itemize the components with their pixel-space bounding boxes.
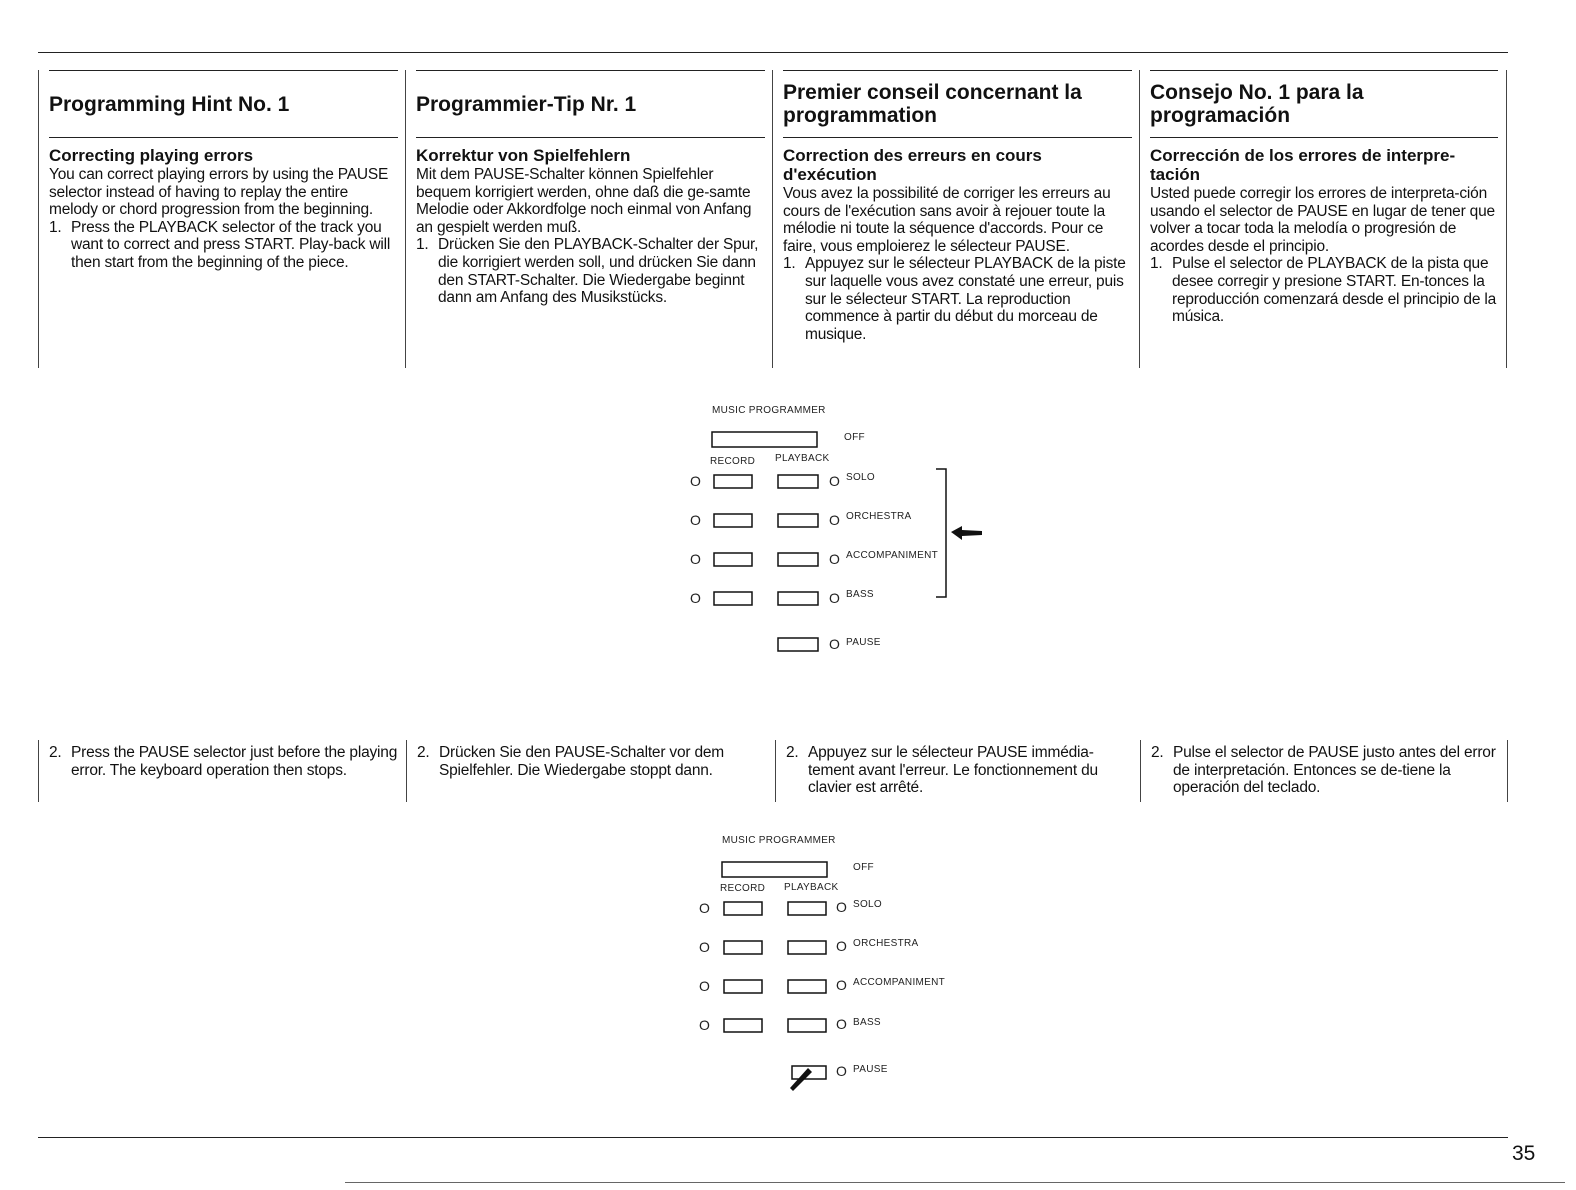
record-lamp: O — [690, 590, 702, 606]
step-2-spanish — [1140, 740, 1508, 802]
step-number: 1. — [49, 218, 62, 236]
column-subtitle: Corrección de los errores de interpre-tación — [1150, 146, 1456, 184]
off-switch — [722, 862, 827, 877]
step-number: 2. — [1151, 744, 1164, 761]
step-number: 2. — [49, 744, 62, 761]
playback-lamp: O — [836, 977, 848, 993]
step-2-french — [775, 740, 1141, 802]
step-1 — [49, 219, 398, 272]
music-programmer-diagram-1 — [686, 402, 986, 672]
track-label-solo: SOLO — [846, 472, 875, 483]
playback-switch-orchestra — [788, 941, 826, 954]
column-french — [772, 70, 1140, 368]
step-number: 2. — [417, 744, 430, 761]
intro-text: Mit dem PAUSE-Schalter können Spielfehler bequem korrigiert werden, ohne daß die ge-samte Melodie oder Akkordfolge noch einmal von Anfang an gespielt werden muß. — [416, 166, 752, 236]
track-label-bass: BASS — [853, 1017, 881, 1028]
diagram-title: MUSIC PROGRAMMER — [722, 835, 836, 846]
playback-switch-orchestra — [778, 514, 818, 527]
playback-lamp: O — [836, 1016, 848, 1032]
column-title: Consejo No. 1 para la programación — [1150, 81, 1364, 127]
heading-box — [416, 70, 765, 138]
column-title: Programming Hint No. 1 — [49, 92, 290, 116]
step-2-german — [406, 740, 774, 802]
step-1 — [416, 236, 765, 306]
playback-switch-solo — [788, 902, 826, 915]
diagram-frame — [696, 832, 996, 1102]
music-programmer-diagram-2 — [696, 832, 996, 1102]
bracket-line — [936, 469, 946, 597]
pause-lamp: O — [829, 636, 841, 652]
pause-lamp: O — [836, 1063, 848, 1079]
track-label-orchestra: ORCHESTRA — [846, 511, 912, 522]
record-lamp: O — [690, 551, 702, 567]
step-2 — [417, 744, 766, 779]
column-spanish — [1139, 70, 1507, 368]
playback-switch-accompaniment — [778, 553, 818, 566]
column-body — [1150, 185, 1498, 326]
record-lamp: O — [699, 978, 711, 994]
playback-label: PLAYBACK — [784, 882, 839, 893]
playback-lamp: O — [836, 938, 848, 954]
playback-switch-bass — [778, 592, 818, 605]
column-subtitle: Correction des erreurs en cours d'exécution — [783, 146, 1042, 184]
step-number: 1. — [416, 236, 429, 254]
column-subtitle: Korrektur von Spielfehlern — [416, 146, 631, 165]
intro-text: You can correct playing errors by using the PAUSE selector instead of having to replay the entire melody or chord progression from the beginning. — [49, 166, 389, 219]
track-label-bass: BASS — [846, 589, 874, 600]
record-lamp: O — [690, 512, 702, 528]
track-label-solo: SOLO — [853, 899, 882, 910]
step-text: Press the PAUSE selector just before the playing error. The keyboard operation then stops. — [71, 744, 398, 779]
column-body — [783, 185, 1132, 343]
step-2 — [49, 744, 398, 779]
column-english — [38, 70, 406, 368]
step-number: 2. — [786, 744, 799, 761]
step-text: Drücken Sie den PLAYBACK-Schalter der Spur, die korrigiert werden soll, und drücken Sie dann den START-Schalter. Die Wiedergabe beginnt dann am Anfang des Musikstücks. — [438, 236, 759, 307]
column-title: Programmier-Tip Nr. 1 — [416, 92, 637, 116]
off-label: OFF — [844, 432, 865, 443]
record-switch-accompaniment — [714, 553, 752, 566]
intro-text: Usted puede corregir los errores de interpreta-ción usando el selector de PAUSE en lugar de tener que volver a tocar toda la melodía o progresión de acordes desde el principio. — [1150, 185, 1495, 255]
track-label-accompaniment: ACCOMPANIMENT — [846, 550, 939, 561]
record-lamp: O — [699, 1017, 711, 1033]
off-label: OFF — [853, 862, 874, 873]
step-text: Pulse el selector de PAUSE justo antes del error de interpretación. Entonces se de-tiene la operación del teclado. — [1173, 744, 1496, 797]
heading-box — [783, 70, 1132, 138]
off-switch — [712, 432, 817, 447]
step-1 — [783, 255, 1132, 343]
step-2 — [786, 744, 1133, 797]
record-switch-solo — [714, 475, 752, 488]
record-switch-accompaniment — [724, 980, 762, 993]
playback-lamp: O — [829, 473, 841, 489]
playback-lamp: O — [829, 551, 841, 567]
record-switch-orchestra — [724, 941, 762, 954]
top-rule — [38, 52, 1508, 53]
pause-label: PAUSE — [853, 1064, 888, 1075]
playback-switch-bass — [788, 1019, 826, 1032]
diagram-frame — [686, 402, 986, 662]
bottom-rule — [38, 1137, 1508, 1138]
track-label-accompaniment: ACCOMPANIMENT — [853, 977, 946, 988]
step-text: Appuyez sur le sélecteur PAUSE immédia-tement avant l'erreur. Le fonctionnement du clavier est arrêté. — [808, 744, 1098, 797]
step-2-english — [38, 740, 406, 802]
record-lamp: O — [690, 473, 702, 489]
diagram-title: MUSIC PROGRAMMER — [712, 405, 826, 416]
step-2 — [1151, 744, 1499, 797]
column-title: Premier conseil concernant la programmation — [783, 81, 1082, 127]
playback-lamp: O — [836, 899, 848, 915]
playback-lamp: O — [829, 590, 841, 606]
column-german — [405, 70, 773, 368]
heading-box — [49, 70, 398, 138]
playback-switch-accompaniment — [788, 980, 826, 993]
column-body — [416, 166, 765, 307]
record-switch-bass — [724, 1019, 762, 1032]
step-text: Drücken Sie den PAUSE-Schalter vor dem Spielfehler. Die Wiedergabe stoppt dann. — [439, 744, 725, 779]
record-label: RECORD — [720, 883, 766, 894]
footer-rule — [345, 1182, 1565, 1183]
playback-switch-solo — [778, 475, 818, 488]
heading-box — [1150, 70, 1498, 138]
step-text: Appuyez sur le sélecteur PLAYBACK de la piste sur laquelle vous avez constaté une erreur, puis sur le sélecteur START. La reproduction commence à partir du début du morceau de musique. — [805, 255, 1126, 343]
intro-text: Vous avez la possibilité de corriger les erreurs au cours de l'exécution sans avoir à rejouer toute la mélodie ni toute la séquence d'accords. Pour ce faire, vous emploierez le sélecteur PAUSE. — [783, 185, 1111, 255]
step-number: 1. — [1150, 255, 1163, 273]
record-lamp: O — [699, 939, 711, 955]
record-switch-bass — [714, 592, 752, 605]
record-switch-solo — [724, 902, 762, 915]
step-1 — [1150, 255, 1498, 325]
page-number: 35 — [1512, 1142, 1536, 1165]
pause-label: PAUSE — [846, 637, 881, 648]
step-text: Pulse el selector de PLAYBACK de la pista que desee corregir y presione START. En-tonces la reproducción comenzará desde el principio de la música. — [1172, 255, 1497, 326]
track-label-orchestra: ORCHESTRA — [853, 938, 919, 949]
arrow-icon — [951, 526, 982, 540]
playback-lamp: O — [829, 512, 841, 528]
step-number: 1. — [783, 255, 796, 273]
playback-label: PLAYBACK — [775, 453, 830, 464]
column-body — [49, 166, 398, 272]
pause-switch — [778, 638, 818, 651]
column-subtitle: Correcting playing errors — [49, 146, 254, 165]
record-label: RECORD — [710, 456, 756, 467]
record-switch-orchestra — [714, 514, 752, 527]
record-lamp: O — [699, 900, 711, 916]
step-text: Press the PLAYBACK selector of the track you want to correct and press START. Play-back will then start from the beginning of the piece. — [71, 218, 391, 271]
